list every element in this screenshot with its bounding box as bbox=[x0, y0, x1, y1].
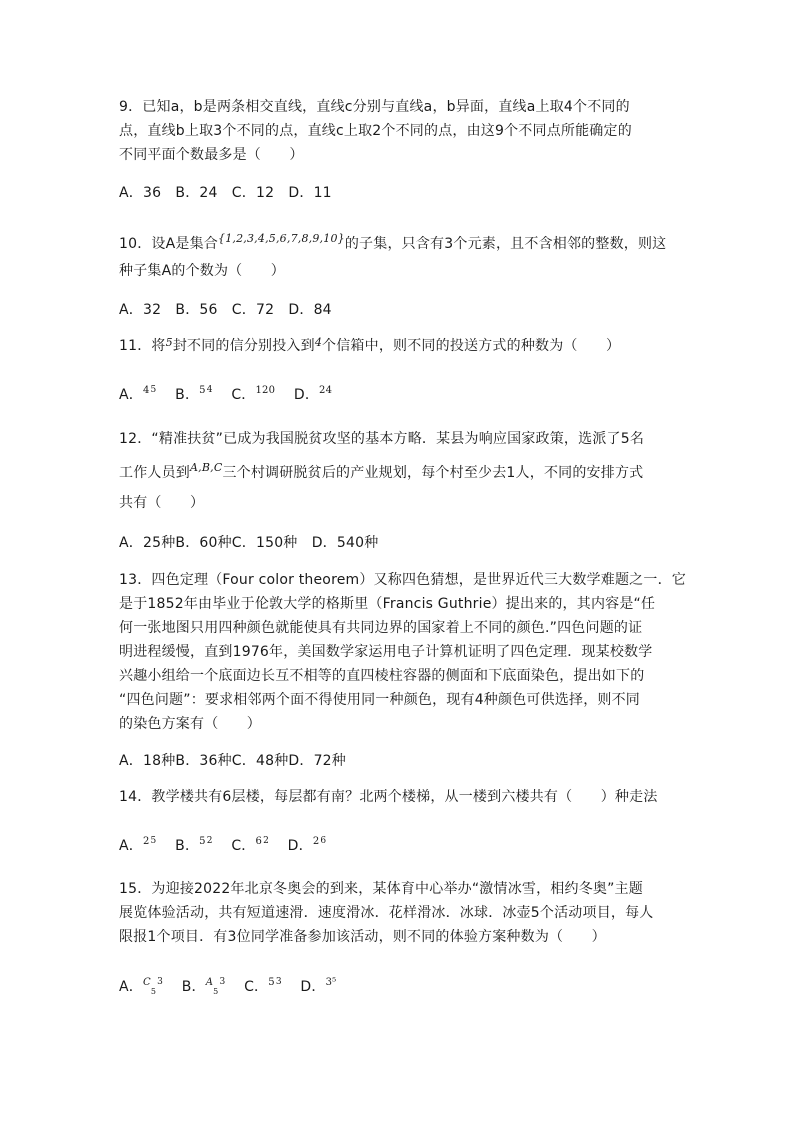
q12-options: A．25种B．60种C．150种 D．540种 bbox=[119, 535, 379, 551]
q10-options: A．32 B．56 C．72 D．84 bbox=[119, 302, 332, 318]
q14-opt-b-label: B． bbox=[175, 838, 200, 854]
q15-opt-b-label: B． bbox=[181, 979, 206, 995]
q11-opt-b-label: B． bbox=[175, 387, 200, 403]
q15-options bbox=[119, 977, 336, 999]
q15-opt-c-base: 5 bbox=[268, 977, 275, 988]
q12-line-1: 12．“精准扶贫”已成为我国脱贫攻坚的基本方略．某县为响应国家政策，选派了5名 bbox=[119, 431, 645, 447]
q10-line-1 bbox=[119, 234, 666, 255]
q11-options bbox=[119, 385, 332, 407]
q11-opt-a-exp: 5 bbox=[150, 385, 157, 395]
q12-villages: A,B,C bbox=[190, 461, 223, 474]
q11-opt-d-value: 24 bbox=[319, 385, 333, 396]
q15-opt-c-label: C． bbox=[244, 979, 269, 995]
q10-prefix: 10．设A是集合 bbox=[119, 236, 218, 252]
q11-opt-d-label: D． bbox=[293, 387, 320, 403]
q13-options: A．18种B．36种C．48种D．72种 bbox=[119, 753, 346, 769]
q14-opt-d-base: 2 bbox=[312, 836, 320, 847]
q15-opt-b-sup: 3 bbox=[219, 977, 226, 987]
q15-opt-d-label: D． bbox=[300, 979, 326, 995]
q13-line-4: 明进程缓慢，直到1976年，美国数学家运用电子计算机证明了四色定理．现某校数学 bbox=[119, 644, 653, 660]
q15-opt-a-sup: 3 bbox=[157, 977, 164, 987]
q12-line-2-suffix: 三个村调研脱贫后的产业规划，每个村至少去1人，不同的安排方式 bbox=[222, 465, 644, 481]
q11-mid: 封不同的信分别投入到 bbox=[172, 338, 315, 354]
q13-line-5: 兴趣小组给一个底面边长互不相等的直四棱柱容器的侧面和下底面染色，提出如下的 bbox=[119, 668, 645, 684]
q13-line-1: 13．四色定理（Four color theorem）又称四色猜想，是世界近代三大数学难题之一．它 bbox=[119, 572, 686, 588]
q14-opt-c-label: C． bbox=[231, 838, 256, 854]
q15-opt-b-symbol: A bbox=[205, 977, 214, 988]
q15-line-3: 限报1个项目．有3位同学准备参加该活动，则不同的体验方案种数为（ ） bbox=[119, 929, 606, 945]
q14-line-1: 14．教学楼共有6层楼，每层都有南？北两个楼梯，从一楼到六楼共有（ ）种走法 bbox=[119, 789, 658, 805]
q14-opt-b-exp: 2 bbox=[206, 836, 213, 846]
q14-opt-d-label: D． bbox=[287, 838, 313, 854]
q11-opt-c-value: 120 bbox=[255, 385, 276, 396]
q15-line-2: 展览体验活动，共有短道速滑．速度滑冰．花样滑冰．冰球．冰壶5个活动项目，每人 bbox=[119, 905, 654, 921]
q14-options bbox=[119, 836, 326, 858]
q15-opt-b-sub: 5 bbox=[213, 987, 219, 996]
q9-line-2: 点，直线b上取3个不同的点，直线c上取2个不同的点，由这9个不同点所能确定的 bbox=[119, 123, 632, 139]
q13-line-2: 是于1852年由毕业于伦敦大学的格斯里（Francis Guthrie）提出来的，其内容是“任 bbox=[119, 596, 656, 612]
q10-suffix: 的子集，只含有3个元素，且不含相邻的整数，则这 bbox=[344, 236, 667, 252]
q12-line-3: 共有（ ） bbox=[119, 495, 205, 511]
q14-opt-a-exp: 5 bbox=[150, 836, 157, 846]
q14-opt-c-base: 6 bbox=[255, 836, 263, 847]
q11-prefix: 11．将 bbox=[119, 338, 166, 354]
q11-opt-b-base: 5 bbox=[199, 385, 206, 396]
q15-opt-c-exp: 3 bbox=[275, 977, 282, 987]
q9-line-1: 9．已知a，b是两条相交直线，直线c分别与直线a，b异面，直线a上取4个不同的 bbox=[119, 99, 630, 115]
q10-set: {1,2,3,4,5,6,7,8,9,10} bbox=[218, 232, 345, 245]
q11-suffix: 个信箱中，则不同的投送方式的种数为（ ） bbox=[322, 338, 621, 354]
q13-line-3: 何一张地图只用四种颜色就能使具有共同边界的国家着上不同的颜色.”四色问题的证 bbox=[119, 620, 643, 636]
q15-opt-a-label: A． bbox=[119, 979, 143, 995]
q9-line-3: 不同平面个数最多是（ ） bbox=[119, 147, 304, 163]
q11-opt-b-exp: 4 bbox=[206, 385, 213, 395]
q11-opt-a-base: 4 bbox=[142, 385, 150, 396]
q15-opt-d-value: 3⁵ bbox=[325, 977, 337, 988]
q11-n2: 4 bbox=[314, 336, 323, 349]
q11-opt-a-label: A． bbox=[119, 387, 143, 403]
q13-line-6: “四色问题”：要求相邻两个面不得使用同一种颜色，现有4种颜色可供选择，则不同 bbox=[119, 692, 641, 708]
q15-opt-a-sub: 5 bbox=[150, 987, 157, 996]
q15-opt-a-symbol: C bbox=[142, 977, 151, 988]
q12-line-2 bbox=[119, 463, 643, 484]
q13-line-7: 的染色方案有（ ） bbox=[119, 716, 261, 732]
q11-line-1 bbox=[119, 336, 620, 357]
q14-opt-b-base: 5 bbox=[199, 836, 206, 847]
q12-line-2-prefix: 工作人员到 bbox=[119, 465, 190, 481]
q11-n1: 5 bbox=[165, 336, 173, 349]
q15-line-1: 15．为迎接2022年北京冬奥会的到来，某体育中心举办“激情冰雪，相约冬奥”主题 bbox=[119, 881, 643, 897]
q14-opt-a-base: 2 bbox=[142, 836, 150, 847]
q9-options: A．36 B．24 C．12 D．11 bbox=[119, 185, 332, 201]
q11-opt-c-label: C． bbox=[231, 387, 256, 403]
q14-opt-a-label: A． bbox=[119, 838, 143, 854]
q10-line-2: 种子集A的个数为（ ） bbox=[119, 263, 285, 279]
q14-opt-d-exp: 6 bbox=[320, 836, 327, 846]
q14-opt-c-exp: 2 bbox=[263, 836, 269, 846]
